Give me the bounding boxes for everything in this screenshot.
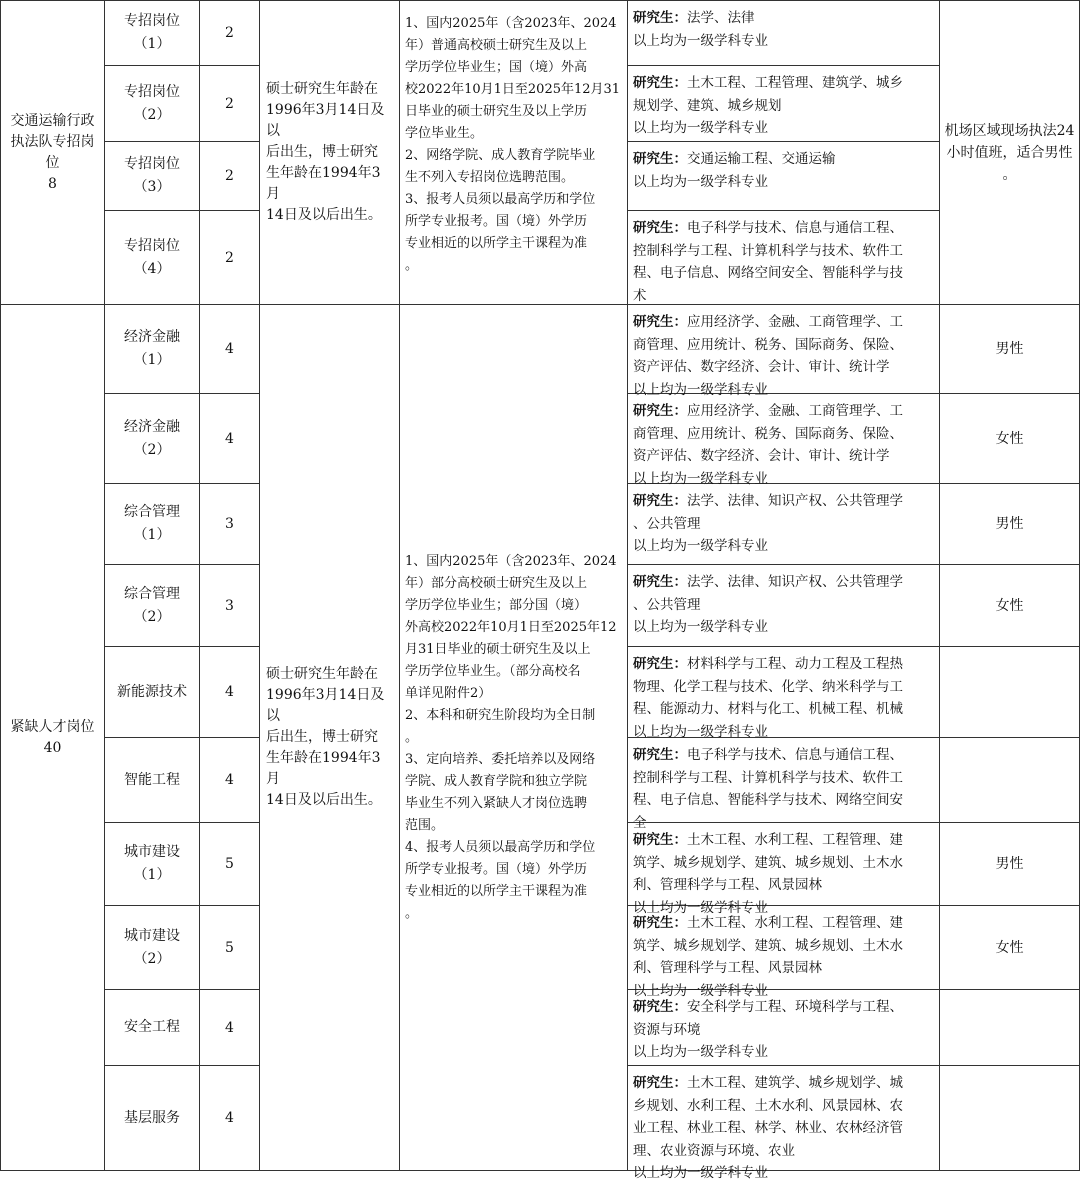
major-cell <box>628 647 940 738</box>
position-cell: 基层服务 <box>105 1066 200 1171</box>
major-cell <box>628 565 940 647</box>
count-cell: 3 <box>200 565 260 647</box>
note-cell: 女性 <box>940 906 1080 990</box>
major-prefix: 研究生： <box>633 151 687 167</box>
major-prefix: 研究生： <box>633 1075 687 1091</box>
major-cell <box>628 142 940 211</box>
major-text: 电子科学与技术、信息与通信工程、 控制科学与工程、计算机科学与技术、软件工 程、电子信息、网络空间安全、智能科学与技 术 <box>633 220 903 304</box>
age-requirement-cell: 硕士研究生年龄在 1996年3月14日及以 后出生，博士研究 生年龄在1994年3月 14日及以后出生。 <box>260 0 400 305</box>
count-cell: 2 <box>200 142 260 211</box>
major-cell <box>628 305 940 398</box>
position-cell: 专招岗位 （1） <box>105 0 200 66</box>
major-prefix: 研究生： <box>633 656 687 672</box>
major-cell <box>628 0 940 66</box>
note-cell: 女性 <box>940 394 1080 484</box>
count-cell: 5 <box>200 823 260 906</box>
education-requirement-cell <box>400 305 628 1171</box>
major-cell <box>628 990 940 1066</box>
major-prefix: 研究生： <box>633 747 687 763</box>
count-cell: 4 <box>200 1066 260 1171</box>
note-cell <box>940 647 1080 738</box>
major-text: 法学、法律 以上均为一级学科专业 <box>633 10 768 49</box>
position-cell: 经济金融 （2） <box>105 394 200 484</box>
major-cell <box>628 906 940 999</box>
major-text: 法学、法律、知识产权、公共管理学 、公共管理 以上均为一级学科专业 <box>633 574 903 635</box>
count-cell: 4 <box>200 990 260 1066</box>
count-cell: 2 <box>200 66 260 142</box>
major-cell <box>628 823 940 916</box>
major-text: 土木工程、水利工程、工程管理、建 筑学、城乡规划学、建筑、城乡规划、土木水 利、管理科学与工程、风景园林 以上均为一级学科专业 <box>633 832 903 916</box>
major-cell <box>628 1066 940 1181</box>
count-cell: 4 <box>200 738 260 823</box>
position-cell: 专招岗位 （3） <box>105 142 200 211</box>
count-cell: 5 <box>200 906 260 990</box>
position-cell: 综合管理 （2） <box>105 565 200 647</box>
position-cell: 安全工程 <box>105 990 200 1066</box>
position-cell: 经济金融 （1） <box>105 305 200 394</box>
major-prefix: 研究生： <box>633 832 687 848</box>
major-cell <box>628 738 940 831</box>
major-text: 法学、法律、知识产权、公共管理学 、公共管理 以上均为一级学科专业 <box>633 493 903 554</box>
major-text: 应用经济学、金融、工商管理学、工 商管理、应用统计、税务、国际商务、保险、 资产评估、数字经济、会计、审计、统计学 以上均为一级学科专业 <box>633 314 903 398</box>
note-cell <box>940 738 1080 823</box>
position-cell: 专招岗位 （2） <box>105 66 200 142</box>
major-prefix: 研究生： <box>633 403 687 419</box>
position-cell: 新能源技术 <box>105 647 200 738</box>
position-cell: 城市建设 （1） <box>105 823 200 906</box>
major-cell <box>628 211 940 305</box>
major-text: 土木工程、建筑学、城乡规划学、城 乡规划、水利工程、土木水利、风景园林、农 业工程、林业工程、林学、林业、农林经济管 理、农业资源与环境、农业 以上均为一级学科专业 <box>633 1075 903 1181</box>
education-text: 1、国内2025年（含2023年、2024 年）部分高校硕士研究生及以上 学历学位毕业生；部分国（境） 外高校2022年10月1日至2025年12 月31日毕业的硕士研究生及以上 学历学位毕业生。（部分高校名 单详见附件2） 2、本科和研究生阶段均为全日制 。 3、定向培养、委托培养以及网络 学院、成人教育学院和独立学院 毕业生不列入紧缺人才岗位选聘 范围。 4、报考人员须以最高学历和学位 所学专业报考。国（境）外学历 专业相近的以所学主干课程为准 。 <box>405 553 617 921</box>
major-prefix: 研究生： <box>633 75 687 91</box>
major-text: 电子科学与技术、信息与通信工程、 控制科学与工程、计算机科学与技术、软件工 程、电子信息、智能科学与技术、网络空间安 全 <box>633 747 903 831</box>
unit-cell-shortage: 紧缺人才岗位 40 <box>0 305 105 1171</box>
age-requirement-cell: 硕士研究生年龄在 1996年3月14日及以 后出生，博士研究 生年龄在1994年3月 14日及以后出生。 <box>260 305 400 1171</box>
major-cell <box>628 394 940 487</box>
note-cell: 机场区域现场执法24 小时值班，适合男性 。 <box>940 0 1080 305</box>
major-prefix: 研究生： <box>633 220 687 236</box>
major-cell <box>628 66 940 142</box>
position-cell: 智能工程 <box>105 738 200 823</box>
position-cell: 城市建设 （2） <box>105 906 200 990</box>
count-cell: 4 <box>200 647 260 738</box>
position-cell: 综合管理 （1） <box>105 484 200 565</box>
major-text: 交通运输工程、交通运输 以上均为一级学科专业 <box>633 151 836 190</box>
major-prefix: 研究生： <box>633 915 687 931</box>
note-cell <box>940 1066 1080 1171</box>
count-cell: 4 <box>200 305 260 394</box>
count-cell: 2 <box>200 211 260 305</box>
position-cell: 专招岗位 （4） <box>105 211 200 305</box>
note-cell: 男性 <box>940 305 1080 394</box>
major-cell <box>628 484 940 565</box>
major-prefix: 研究生： <box>633 314 687 330</box>
major-text: 土木工程、工程管理、建筑学、城乡 规划学、建筑、城乡规划 以上均为一级学科专业 <box>633 75 903 136</box>
count-cell: 4 <box>200 394 260 484</box>
major-prefix: 研究生： <box>633 10 687 26</box>
major-prefix: 研究生： <box>633 574 687 590</box>
note-cell: 女性 <box>940 565 1080 647</box>
major-text: 材料科学与工程、动力工程及工程热 物理、化学工程与技术、化学、纳米科学与工 程、能源动力、材料与化工、机械工程、机械 以上均为一级学科专业 <box>633 656 903 740</box>
major-prefix: 研究生： <box>633 999 687 1015</box>
note-cell <box>940 990 1080 1066</box>
unit-cell-transport: 交通运输行政 执法队专招岗 位 8 <box>0 0 105 305</box>
major-text: 应用经济学、金融、工商管理学、工 商管理、应用统计、税务、国际商务、保险、 资产评估、数字经济、会计、审计、统计学 以上均为一级学科专业 <box>633 403 903 487</box>
major-prefix: 研究生： <box>633 493 687 509</box>
count-cell: 2 <box>200 0 260 66</box>
education-requirement-cell: 1、国内2025年（含2023年、2024 年）普通高校硕士研究生及以上 学历学位毕业生；国（境）外高 校2022年10月1日至2025年12月31 日毕业的硕士研究生及以上学历 学位毕业生。 2、网络学院、成人教育学院毕业 生不列入专招岗位选聘范围。 3、报考人员须以最高学历和学位 所学专业报考。国（境）外学历 专业相近的以所学主干课程为准 。 <box>400 0 628 305</box>
note-cell: 男性 <box>940 823 1080 906</box>
count-cell: 3 <box>200 484 260 565</box>
major-text: 土木工程、水利工程、工程管理、建 筑学、城乡规划学、建筑、城乡规划、土木水 利、管理科学与工程、风景园林 以上均为一级学科专业 <box>633 915 903 999</box>
note-cell: 男性 <box>940 484 1080 565</box>
major-text: 安全科学与工程、环境科学与工程、 资源与环境 以上均为一级学科专业 <box>633 999 903 1060</box>
